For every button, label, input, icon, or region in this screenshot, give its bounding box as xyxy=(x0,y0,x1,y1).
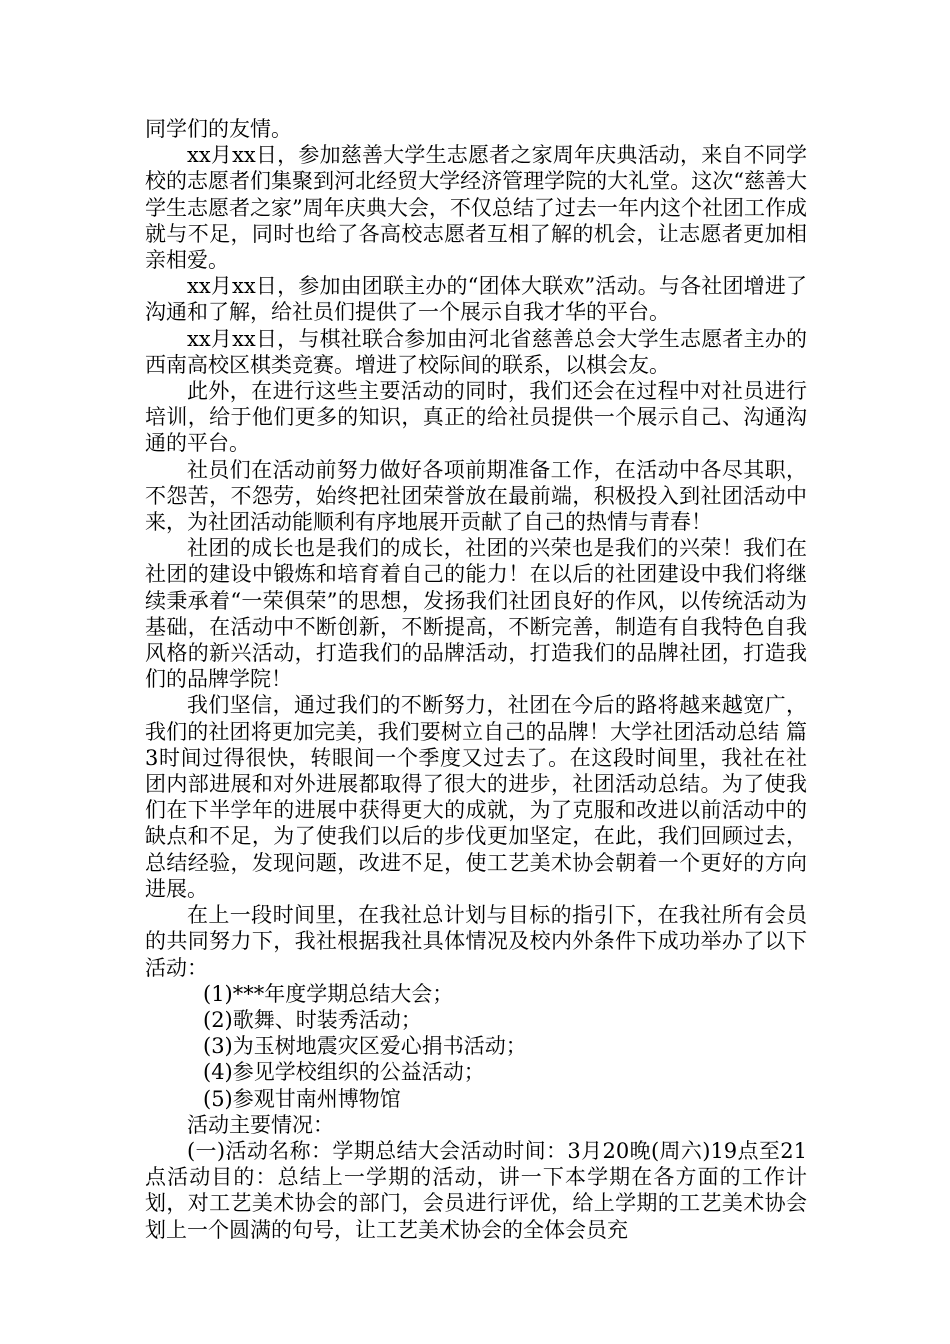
section-heading: 活动主要情况： xyxy=(187,1112,334,1137)
paragraph: xx月xx日，参加由团联主办的“团体大联欢”活动。与各社团增进了沟通和了解，给社员们提供了一个展示自我才华的平台。 xyxy=(145,274,807,325)
list-item: (1)***年度学期总结大会； xyxy=(203,981,454,1006)
list-item: (5)参观甘南州博物馆 xyxy=(203,1086,401,1111)
paragraph: (一)活动名称：学期总结大会活动时间：3月20晚(周六)19点至21点活动目的：总结上一学期的活动，讲一下本学期在各方面的工作计划，对工艺美术协会的部门，会员进行评优，给上学期的工艺美术协会划上一个圆满的句号，让工艺美术协会的全体会员充 xyxy=(145,1138,807,1242)
paragraph: 社团的成长也是我们的成长，社团的兴荣也是我们的兴荣！我们在社团的建设中锻炼和培育着自己的能力！在以后的社团建设中我们将继续秉承着“一荣俱荣”的思想，发扬我们社团良好的作风，以传统活动为基础，在活动中不断创新，不断提高，不断完善，制造有自我特色自我风格的新兴活动，打造我们的品牌活动，打造我们的品牌社团，打造我们的品牌学院！ xyxy=(145,536,807,692)
paragraph: xx月xx日，与棋社联合参加由河北省慈善总会大学生志愿者主办的西南高校区棋类竞赛。增进了校际间的联系，以棋会友。 xyxy=(145,326,807,377)
list-item: (3)为玉树地震灾区爱心捐书活动； xyxy=(203,1034,527,1059)
paragraph: xx月xx日，参加慈善大学生志愿者之家周年庆典活动，来自不同学校的志愿者们集聚到河北经贸大学经济管理学院的大礼堂。这次“慈善大学生志愿者之家”周年庆典大会，不仅总结了过去一年内这个社团工作成就与不足，同时也给了各高校志愿者互相了解的机会，让志愿者更加相亲相爱。 xyxy=(145,143,807,273)
paragraph: 同学们的友情。 xyxy=(145,117,292,141)
paragraph: 此外，在进行这些主要活动的同时，我们还会在过程中对社员进行培训，给于他们更多的知识，真正的给社员提供一个展示自己、沟通沟通的平台。 xyxy=(145,379,807,456)
document-page xyxy=(145,116,807,1243)
paragraph: 在上一段时间里，在我社总计划与目标的指引下，在我社所有会员的共同努力下，我社根据我社具体情况及校内外条件下成功举办了以下活动： xyxy=(145,903,807,980)
list-item: (2)歌舞、时装秀活动； xyxy=(203,1007,422,1032)
activity-list xyxy=(145,981,807,1112)
paragraph: 社员们在活动前努力做好各项前期准备工作，在活动中各尽其职，不怨苦，不怨劳，始终把社团荣誉放在最前端，积极投入到社团活动中来，为社团活动能顺利有序地展开贡献了自己的热情与青春！ xyxy=(145,457,807,535)
paragraph: 我们坚信，通过我们的不断努力，社团在今后的路将越来越宽广，我们的社团将更加完美，我们要树立自己的品牌！大学社团活动总结 篇3时间过得很快，转眼间一个季度又过去了。在这段时间里，我社在社团内部进展和对外进展都取得了很大的进步，社团活动总结。为了使我们在下半学年的进展中获得更大的成就，为了克服和改进以前活动中的缺点和不足，为了使我们以后的步伐更加坚定，在此，我们回顾过去，总结经验，发现问题，改进不足，使工艺美术协会朝着一个更好的方向进展。 xyxy=(145,693,807,901)
list-item: (4)参见学校组织的公益活动； xyxy=(203,1060,485,1085)
